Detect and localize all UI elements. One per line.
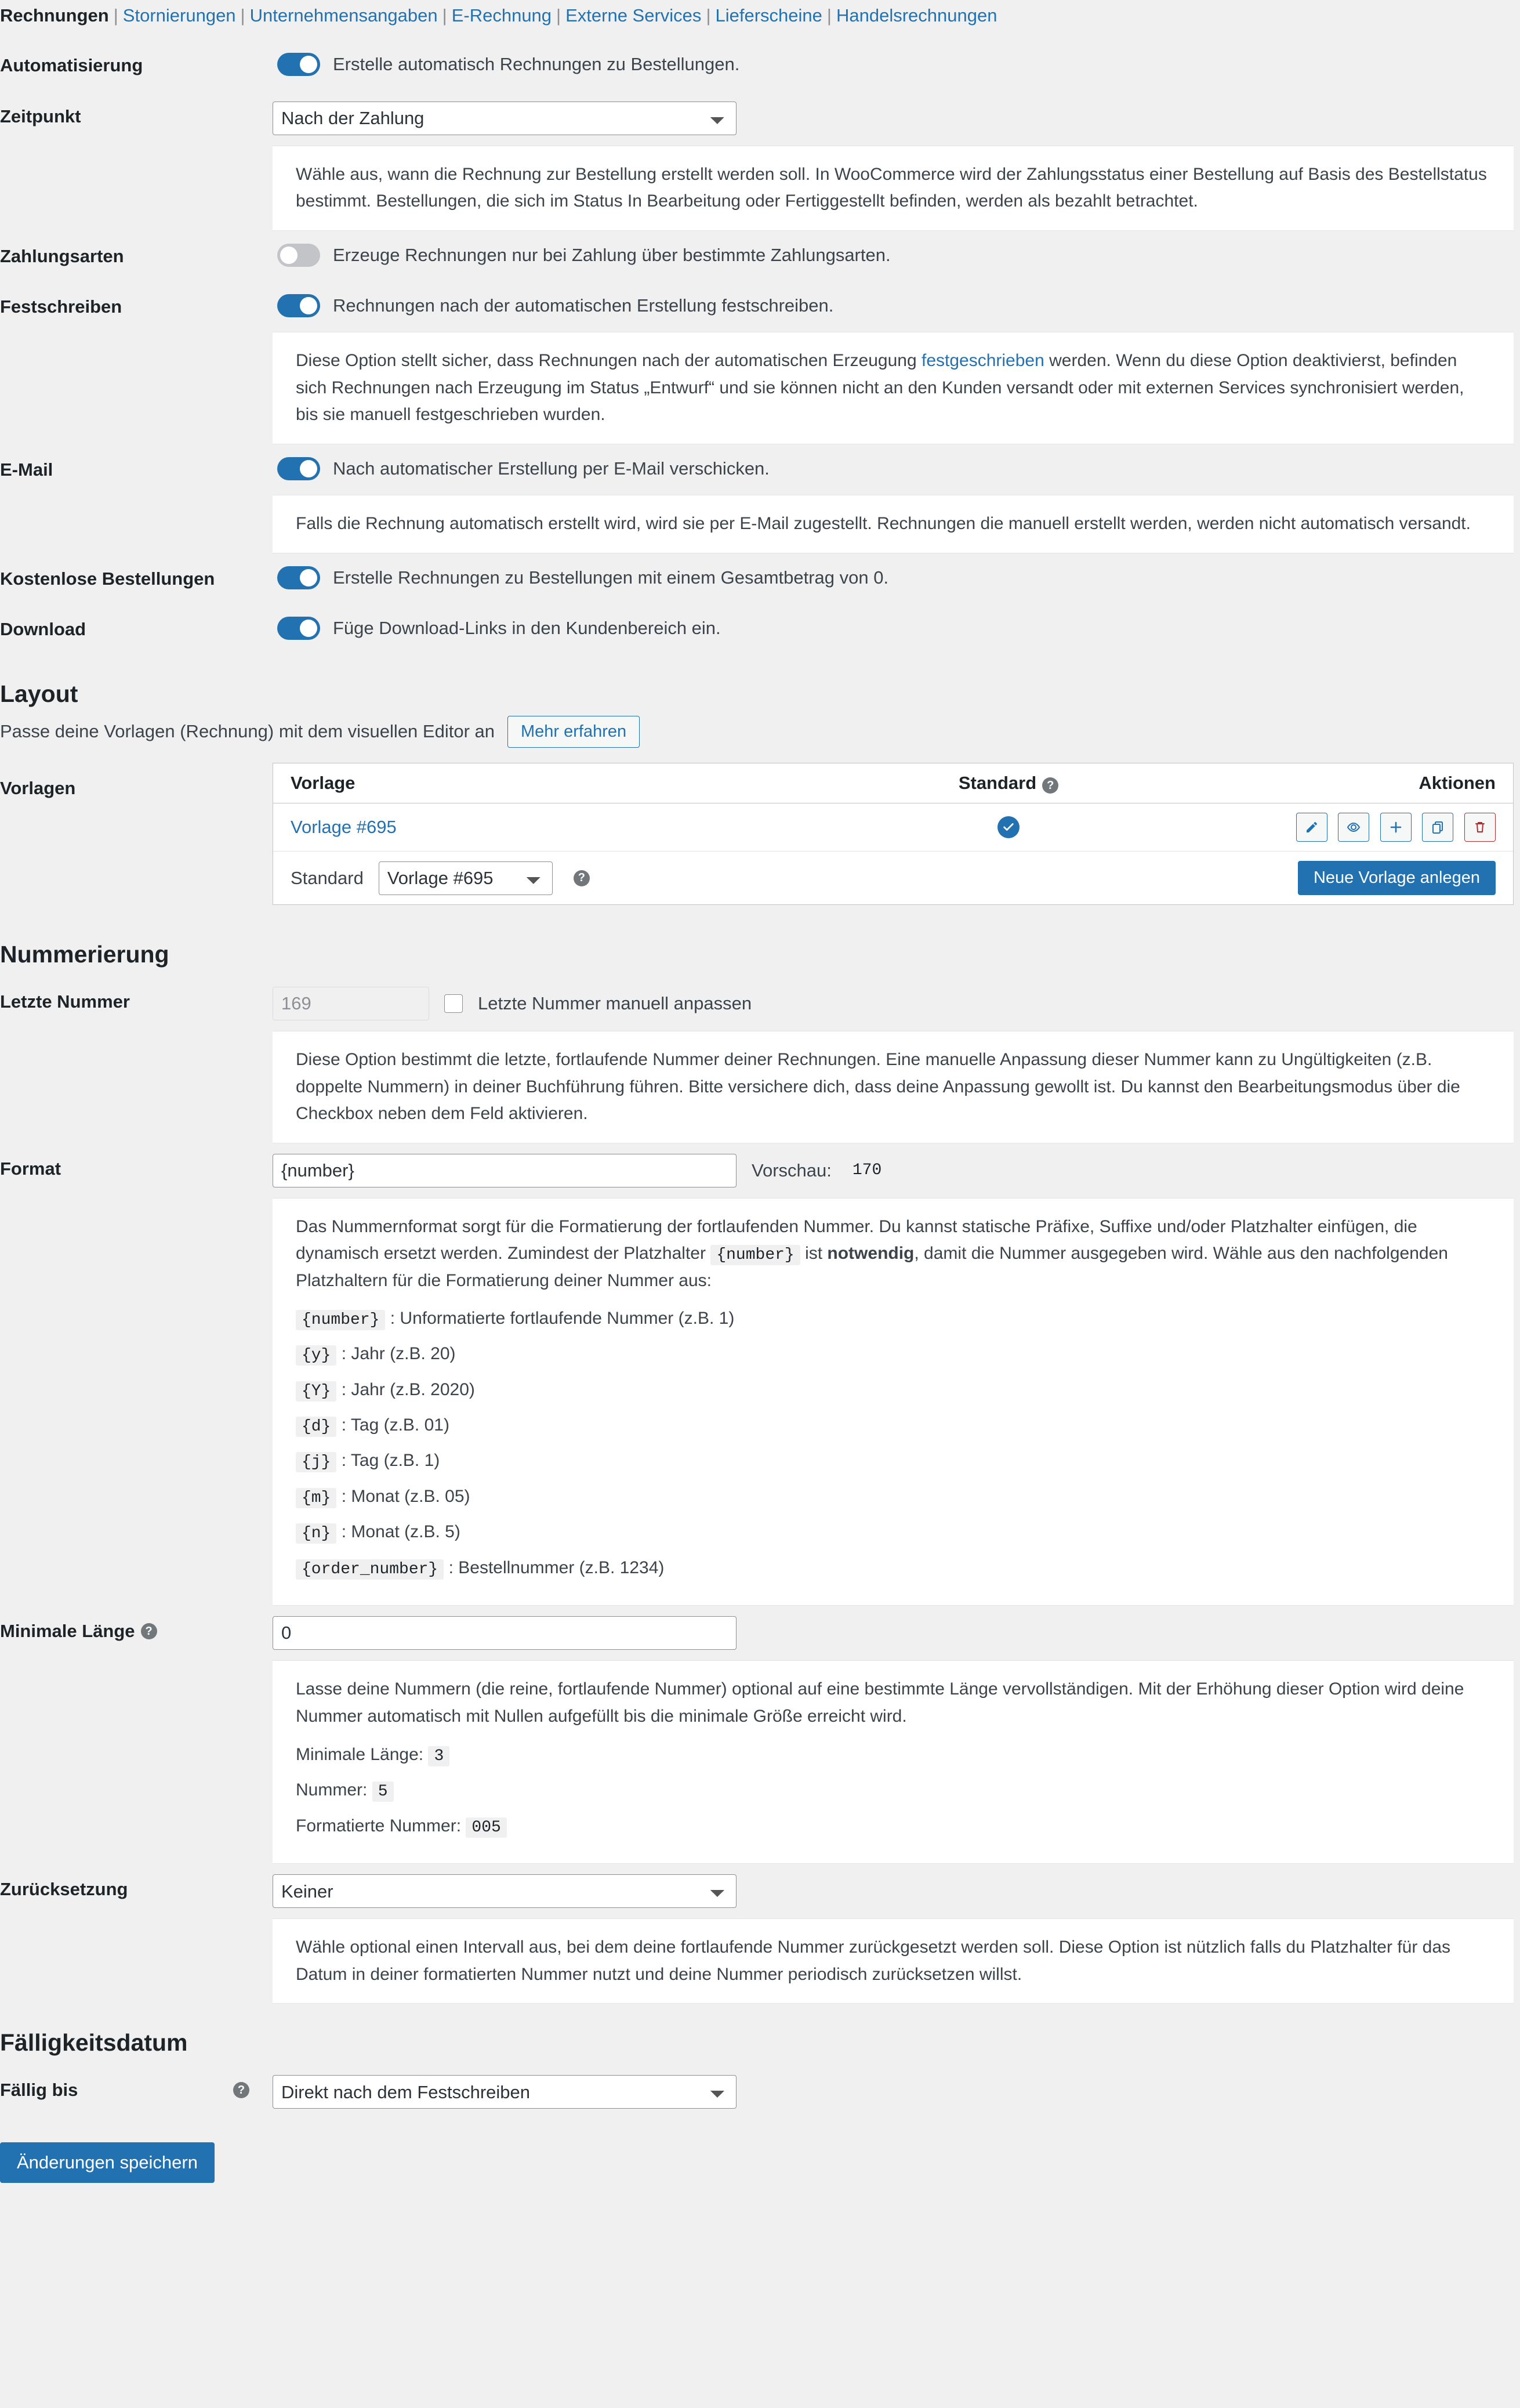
placeholder-code: {Y} bbox=[296, 1381, 336, 1402]
placeholder-code: {number} bbox=[296, 1310, 385, 1330]
link-vorlage-695[interactable]: Vorlage #695 bbox=[291, 817, 397, 838]
header-aktionen: Aktionen bbox=[1419, 772, 1496, 793]
letzte-nummer-group bbox=[273, 987, 1520, 1020]
desc-festschreiben bbox=[273, 332, 1514, 444]
row-letzte-nummer-desc bbox=[0, 1031, 1520, 1143]
row-format bbox=[0, 1143, 1520, 1198]
desc-festschreiben-part2: werden. Wenn du diese Option deaktivierst, befinden sich Rechnungen nach Erzeugung im Status „Entwurf“ und sie können nicht an den Kunden versandt oder mit externen Services synchronisiert werden, bis sie manuell festgeschrieben wurden. bbox=[296, 351, 1464, 425]
desc-format-1: Das Nummernformat sorgt für die Formatierung der fortlaufenden Nummer. Du kannst statische Präfixe, Suffixe und/oder Platzhalter einfügen, die dynamisch ersetzt werden. Zumindest der Platzhalter bbox=[296, 1216, 1417, 1263]
placeholder-text: : Tag (z.B. 1) bbox=[341, 1451, 440, 1471]
label-automatisierung: Automatisierung bbox=[0, 55, 143, 76]
tab-rechnungen[interactable]: Rechnungen bbox=[0, 5, 109, 26]
heading-faelligkeitsdatum: Fälligkeitsdatum bbox=[0, 2029, 188, 2056]
select-default-template[interactable] bbox=[379, 861, 553, 895]
field-format bbox=[273, 1143, 1520, 1198]
heading-nummerierung: Nummerierung bbox=[0, 941, 169, 968]
list-item bbox=[296, 1813, 1490, 1840]
spacer bbox=[0, 146, 273, 171]
field-festschreiben bbox=[273, 281, 1520, 330]
desc-festschreiben-part1: Diese Option stellt sicher, dass Rechnungen nach der automatischen Erzeugung bbox=[296, 351, 922, 371]
placeholder-code: {j} bbox=[296, 1452, 336, 1472]
header-standard-wrap bbox=[846, 773, 1171, 794]
toggle-zahlungsarten[interactable] bbox=[277, 244, 320, 267]
footer-standard-label: Standard bbox=[291, 867, 364, 888]
desc-format-2: ist bbox=[800, 1244, 828, 1263]
tab-externe-services[interactable]: Externe Services bbox=[565, 5, 702, 26]
row-email-desc bbox=[0, 495, 1520, 553]
cell-template-name bbox=[291, 817, 846, 838]
list-item bbox=[296, 1519, 1490, 1546]
tab-handelsrechnungen[interactable]: Handelsrechnungen bbox=[836, 5, 997, 26]
header-vorlage: Vorlage bbox=[291, 772, 355, 793]
desc-minimale-laenge-text: Lasse deine Nummern (die reine, fortlaufende Nummer) optional auf eine bestimmte Länge vervollständigen. Mit der Erhöhung dieser Option wird deine Nummer automatisch mit Nullen aufgefüllt bis die minimale Größe erreicht wird. bbox=[296, 1679, 1464, 1726]
label-faellig-bis-text: Fällig bis bbox=[0, 2080, 78, 2101]
field-zuruecksetzung bbox=[273, 1864, 1520, 1918]
toggle-automatisierung-line bbox=[273, 50, 1520, 78]
mehr-erfahren-button[interactable]: Mehr erfahren bbox=[507, 716, 640, 748]
tab-unternehmensangaben[interactable]: Unternehmensangaben bbox=[249, 5, 438, 26]
desc-letzte-nummer: Diese Option bestimmt die letzte, fortlaufende Nummer deiner Rechnungen. Eine manuelle Anpassung dieser Nummer kann zu Ungültigkeiten (z.B. doppelte Nummern) in deiner Buchführung führen. Bitte versichere dich, dass deine Anpassung gewollt ist. Du kannst den Bearbeitungsmodus über die Checkbox neben dem Feld aktivieren. bbox=[273, 1031, 1514, 1143]
save-bar bbox=[0, 2119, 1520, 2183]
field-faellig-bis bbox=[273, 2065, 1520, 2119]
label-zuruecksetzung: Zurücksetzung bbox=[0, 1879, 128, 1900]
templates-table-footer bbox=[273, 852, 1513, 904]
tab-separator: | bbox=[826, 5, 832, 26]
row-zuruecksetzung-desc bbox=[0, 1918, 1520, 2004]
toggle-automatisierung-text: Erstelle automatisch Rechnungen zu Bestellungen. bbox=[333, 54, 740, 75]
row-zeitpunkt-desc bbox=[0, 146, 1520, 231]
delete-trash-icon[interactable] bbox=[1464, 813, 1496, 842]
list-item bbox=[296, 1555, 1490, 1582]
label-festschreiben: Festschreiben bbox=[0, 296, 122, 317]
list-item bbox=[296, 1777, 1490, 1804]
footer-actions bbox=[1055, 861, 1496, 895]
field-format-desc bbox=[273, 1198, 1520, 1606]
field-vorlagen bbox=[273, 763, 1520, 916]
table-row bbox=[273, 803, 1513, 852]
desc-zuruecksetzung: Wähle optional einen Intervall aus, bei dem deine fortlaufende Nummer zurückgesetzt werden soll. Diese Option ist nützlich falls du Platzhalter für das Datum in deiner formatierten Nummer nutzt und deine Nummer periodisch zurücksetzen willst. bbox=[273, 1918, 1514, 2004]
placeholder-text: : Unformatierte fortlaufende Nummer (z.B. 1) bbox=[390, 1308, 735, 1328]
toggle-knob bbox=[300, 460, 317, 477]
list-item bbox=[296, 1412, 1490, 1439]
placeholder-code: {m} bbox=[296, 1488, 336, 1508]
toggle-download-text: Füge Download-Links in den Kundenbereich ein. bbox=[333, 618, 721, 639]
check-icon bbox=[997, 816, 1020, 838]
toggle-kostenlose-text: Erstelle Rechnungen zu Bestellungen mit einem Gesamtbetrag von 0. bbox=[333, 567, 889, 588]
layout-subtext: Passe deine Vorlagen (Rechnung) mit dem visuellen Editor an bbox=[0, 721, 495, 742]
row-automatisierung bbox=[0, 40, 1520, 90]
duplicate-icon[interactable] bbox=[1422, 813, 1453, 842]
row-letzte-nummer bbox=[0, 976, 1520, 1031]
placeholder-text: : Monat (z.B. 05) bbox=[341, 1486, 470, 1506]
field-minimale-laenge-desc bbox=[273, 1660, 1520, 1864]
example-label: Formatierte Nummer: bbox=[296, 1816, 462, 1835]
field-zeitpunkt bbox=[273, 91, 1520, 146]
format-preview-label: Vorschau: bbox=[752, 1160, 832, 1181]
link-festgeschrieben[interactable]: festgeschrieben bbox=[921, 351, 1044, 371]
spacer bbox=[0, 332, 273, 357]
field-email bbox=[273, 444, 1520, 493]
row-download bbox=[0, 604, 1520, 654]
field-kostenlose-bestellungen bbox=[273, 553, 1520, 602]
toggle-knob bbox=[280, 247, 298, 264]
toggle-knob bbox=[300, 569, 317, 586]
format-preview-value: 170 bbox=[847, 1160, 887, 1181]
format-group bbox=[273, 1154, 1520, 1187]
tab-e-rechnung[interactable]: E-Rechnung bbox=[451, 5, 552, 26]
label-download: Download bbox=[0, 619, 86, 640]
desc-format bbox=[273, 1198, 1514, 1606]
row-faellig-bis bbox=[0, 2065, 1520, 2119]
select-faellig-bis[interactable] bbox=[273, 2075, 737, 2109]
list-item bbox=[296, 1377, 1490, 1404]
toggle-download[interactable] bbox=[277, 617, 320, 640]
row-festschreiben-desc bbox=[0, 332, 1520, 444]
label-email: E-Mail bbox=[0, 459, 53, 480]
help-icon[interactable]: ? bbox=[233, 2082, 249, 2098]
placeholder-text: : Bestellnummer (z.B. 1234) bbox=[448, 1558, 665, 1577]
desc-email: Falls die Rechnung automatisch erstellt wird, wird sie per E-Mail zugestellt. Rechnungen die manuell erstellt werden, werden nicht automatisch versandt. bbox=[273, 495, 1514, 553]
toggle-download-line bbox=[273, 614, 1520, 642]
field-minimale-laenge bbox=[273, 1606, 1520, 1660]
help-icon[interactable]: ? bbox=[141, 1623, 157, 1639]
tab-separator: | bbox=[113, 5, 118, 26]
tab-separator: | bbox=[556, 5, 561, 26]
list-item bbox=[296, 1741, 1490, 1769]
input-format[interactable] bbox=[273, 1154, 737, 1187]
field-zahlungsarten bbox=[273, 231, 1520, 280]
templates-table-header bbox=[273, 763, 1513, 804]
footer-default-select-group bbox=[291, 861, 1055, 895]
desc-format-bold: notwendig bbox=[827, 1244, 915, 1263]
example-value: 005 bbox=[466, 1817, 506, 1838]
field-download bbox=[273, 604, 1520, 653]
toggle-zahlungsarten-line bbox=[273, 241, 1520, 269]
checkbox-letzte-nummer-label: Letzte Nummer manuell anpassen bbox=[478, 993, 752, 1014]
placeholder-code: {d} bbox=[296, 1417, 336, 1437]
help-icon[interactable]: ? bbox=[574, 870, 590, 886]
example-value: 3 bbox=[428, 1746, 449, 1766]
add-icon[interactable] bbox=[1380, 813, 1412, 842]
toggle-kostenlose-line bbox=[273, 564, 1520, 592]
placeholder-code: {n} bbox=[296, 1523, 336, 1544]
select-zeitpunkt[interactable] bbox=[273, 102, 737, 135]
label-letzte-nummer: Letzte Nummer bbox=[0, 991, 130, 1012]
label-minimale-laenge-text: Minimale Länge bbox=[0, 1621, 135, 1642]
toggle-email[interactable] bbox=[277, 457, 320, 480]
row-vorlagen bbox=[0, 763, 1520, 916]
templates-table bbox=[273, 763, 1514, 906]
field-zeitpunkt-desc bbox=[273, 146, 1520, 231]
preview-eye-icon[interactable] bbox=[1338, 813, 1369, 842]
row-zuruecksetzung bbox=[0, 1864, 1520, 1918]
list-item bbox=[296, 1341, 1490, 1368]
field-zuruecksetzung-desc bbox=[273, 1918, 1520, 2004]
row-format-desc bbox=[0, 1198, 1520, 1606]
header-standard: Standard bbox=[958, 772, 1037, 793]
example-value: 5 bbox=[372, 1781, 394, 1802]
desc-zeitpunkt: Wähle aus, wann die Rechnung zur Bestellung erstellt werden soll. In WooCommerce wird der Zahlungsstatus einer Bestellung auf Basis des Bestellstatus bestimmt. Bestellungen, die sich im Status In Bearbeitung oder Fertiggestellt befinden, werden als bezahlt betrachtet. bbox=[273, 146, 1514, 231]
list-item bbox=[296, 1305, 1490, 1332]
row-festschreiben bbox=[0, 281, 1520, 332]
toggle-knob bbox=[300, 56, 317, 73]
new-template-button[interactable]: Neue Vorlage anlegen bbox=[1298, 861, 1496, 895]
field-letzte-nummer-desc bbox=[273, 1031, 1520, 1143]
field-festschreiben-desc bbox=[273, 332, 1520, 444]
placeholder-code: {y} bbox=[296, 1345, 336, 1366]
example-label: Nummer: bbox=[296, 1780, 368, 1800]
spacer bbox=[0, 1660, 273, 1686]
input-letzte-nummer[interactable] bbox=[273, 987, 429, 1020]
cell-actions bbox=[1171, 813, 1496, 842]
tab-separator: | bbox=[442, 5, 447, 26]
label-kostenlose-bestellungen: Kostenlose Bestellungen bbox=[0, 568, 215, 589]
placeholder-text: : Monat (z.B. 5) bbox=[341, 1522, 460, 1542]
row-zeitpunkt bbox=[0, 91, 1520, 146]
input-minimale-laenge[interactable] bbox=[273, 1616, 737, 1650]
tab-separator: | bbox=[706, 5, 711, 26]
cell-is-default bbox=[846, 816, 1171, 838]
spacer bbox=[0, 1918, 273, 1944]
placeholder-text: : Jahr (z.B. 2020) bbox=[341, 1379, 475, 1399]
toggle-festschreiben[interactable] bbox=[277, 294, 320, 317]
toggle-zahlungsarten-text: Erzeuge Rechnungen nur bei Zahlung über bestimmte Zahlungsarten. bbox=[333, 244, 891, 265]
toggle-festschreiben-line bbox=[273, 292, 1520, 320]
label-vorlagen: Vorlagen bbox=[0, 777, 76, 798]
field-automatisierung bbox=[273, 40, 1520, 89]
label-format: Format bbox=[0, 1158, 61, 1179]
edit-icon[interactable] bbox=[1296, 813, 1327, 842]
row-minimale-laenge bbox=[0, 1606, 1520, 1660]
desc-format-3: , damit die Nummer ausgegeben wird. Wähle aus den nachfolgenden Platzhaltern für die Formatierung deiner Nummer aus: bbox=[296, 1244, 1448, 1291]
toggle-knob bbox=[300, 620, 317, 637]
spacer bbox=[0, 1031, 273, 1056]
minimal-length-example bbox=[296, 1741, 1490, 1840]
placeholder-text: : Tag (z.B. 01) bbox=[341, 1415, 449, 1435]
field-letzte-nummer bbox=[273, 976, 1520, 1031]
spacer bbox=[0, 1198, 273, 1223]
label-faellig-bis bbox=[0, 2065, 273, 2115]
placeholder-code: {order_number} bbox=[296, 1559, 444, 1580]
toggle-automatisierung[interactable] bbox=[277, 53, 320, 76]
toggle-knob bbox=[300, 297, 317, 314]
desc-minimale-laenge bbox=[273, 1660, 1514, 1864]
list-item bbox=[296, 1447, 1490, 1475]
field-email-desc bbox=[273, 495, 1520, 553]
row-email bbox=[0, 444, 1520, 495]
toggle-email-text: Nach automatischer Erstellung per E-Mail verschicken. bbox=[333, 458, 770, 479]
row-zahlungsarten bbox=[0, 231, 1520, 281]
row-kostenlose-bestellungen bbox=[0, 553, 1520, 604]
heading-layout: Layout bbox=[0, 680, 78, 707]
tab-stornierungen[interactable]: Stornierungen bbox=[122, 5, 236, 26]
toggle-email-line bbox=[273, 455, 1520, 483]
placeholder-text: : Jahr (z.B. 20) bbox=[341, 1344, 456, 1364]
save-changes-button[interactable]: Änderungen speichern bbox=[0, 2142, 215, 2183]
placeholder-list bbox=[296, 1305, 1490, 1582]
select-zuruecksetzung[interactable] bbox=[273, 1874, 737, 1908]
spacer bbox=[0, 495, 273, 520]
row-minimale-laenge-desc bbox=[0, 1660, 1520, 1864]
desc-format-code: {number} bbox=[710, 1245, 800, 1265]
list-item bbox=[296, 1483, 1490, 1511]
label-zahlungsarten: Zahlungsarten bbox=[0, 245, 124, 266]
checkbox-letzte-nummer-manuell[interactable] bbox=[444, 994, 463, 1013]
label-minimale-laenge bbox=[0, 1606, 273, 1656]
layout-subtext-line bbox=[0, 716, 1520, 748]
help-icon[interactable]: ? bbox=[1042, 777, 1058, 794]
tab-lieferscheine[interactable]: Lieferscheine bbox=[715, 5, 822, 26]
toggle-festschreiben-text: Rechnungen nach der automatischen Erstellung festschreiben. bbox=[333, 295, 834, 316]
tab-separator: | bbox=[240, 5, 245, 26]
settings-tab-nav bbox=[0, 0, 1520, 40]
label-zeitpunkt: Zeitpunkt bbox=[0, 106, 81, 126]
toggle-kostenlose-bestellungen[interactable] bbox=[277, 566, 320, 589]
example-label: Minimale Länge: bbox=[296, 1745, 424, 1765]
